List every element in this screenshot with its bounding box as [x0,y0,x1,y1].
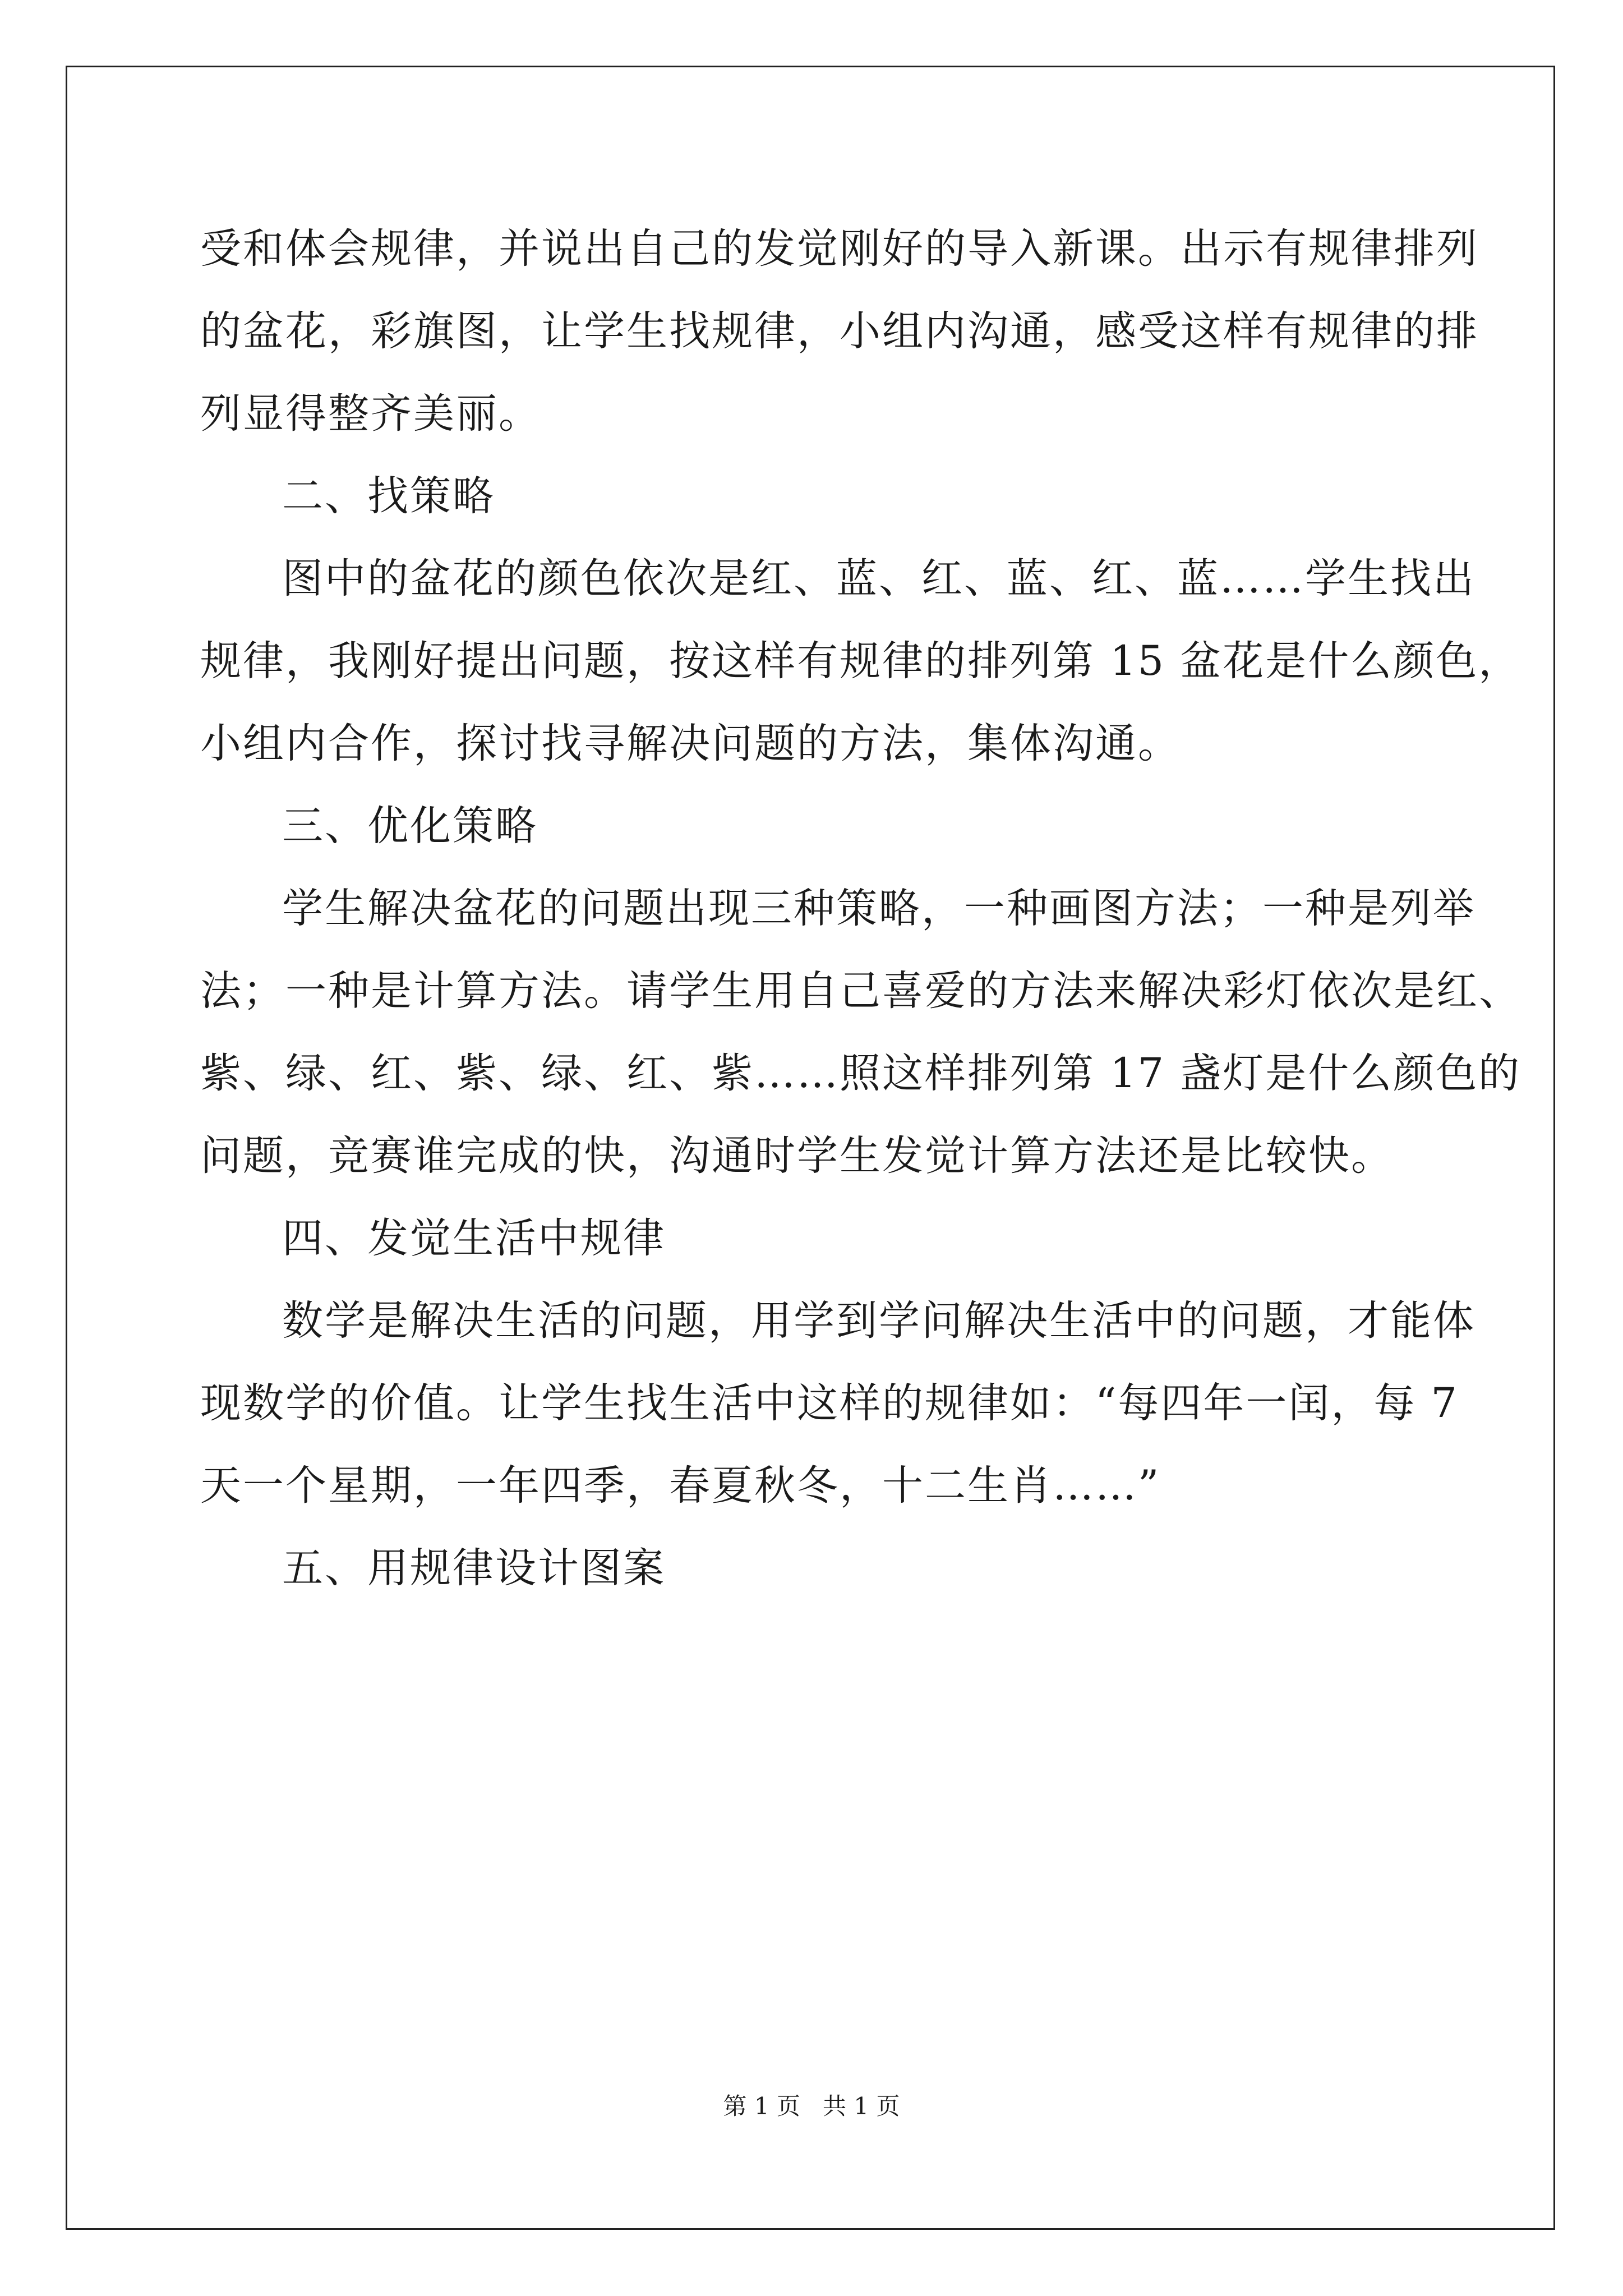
page-number: 第 1 页 [723,2092,800,2120]
text-line: 规律，我刚好提出问题，按这样有规律的排列第 15 盆花是什么颜色， [200,637,1521,685]
section-heading: 二、找策略 [282,472,495,520]
text-line: 现数学的价值。让学生找生活中这样的规律如：“每四年一闰，每 7 [200,1379,1459,1427]
footer-spacer [800,2092,823,2120]
section-heading: 三、优化策略 [282,802,538,850]
text-line: 列显得整齐美丽。 [200,390,541,438]
text-line: 法；一种是计算方法。请学生用自己喜爱的方法来解决彩灯依次是红、 [200,967,1521,1015]
text-line: 受和体会规律，并说出自己的发觉刚好的导入新课。出示有规律排列 [200,225,1479,273]
page-total: 共 1 页 [823,2092,900,2120]
text-line: 小组内合作，探讨找寻解决问题的方法，集体沟通。 [200,720,1181,767]
document-body [200,208,1521,1609]
text-line: 数学是解决生活的问题，用学到学问解决生活中的问题，才能体 [282,1297,1476,1345]
text-line: 的盆花，彩旗图，让学生找规律，小组内沟通，感受这样有规律的排 [200,307,1479,355]
page-footer [0,2088,1623,2122]
text-line: 图中的盆花的颜色依次是红、蓝、红、蓝、红、蓝……学生找出 [282,555,1476,602]
text-line: 学生解决盆花的问题出现三种策略，一种画图方法；一种是列举 [282,885,1476,932]
text-line: 天一个星期，一年四季，春夏秋冬，十二生肖……” [200,1462,1161,1510]
section-heading: 四、发觉生活中规律 [282,1214,666,1262]
text-line: 问题，竞赛谁完成的快，沟通时学生发觉计算方法还是比较快。 [200,1132,1394,1180]
section-heading: 五、用规律设计图案 [282,1544,666,1592]
text-line: 紫、绿、红、紫、绿、红、紫……照这样排列第 17 盏灯是什么颜色的 [200,1050,1521,1097]
